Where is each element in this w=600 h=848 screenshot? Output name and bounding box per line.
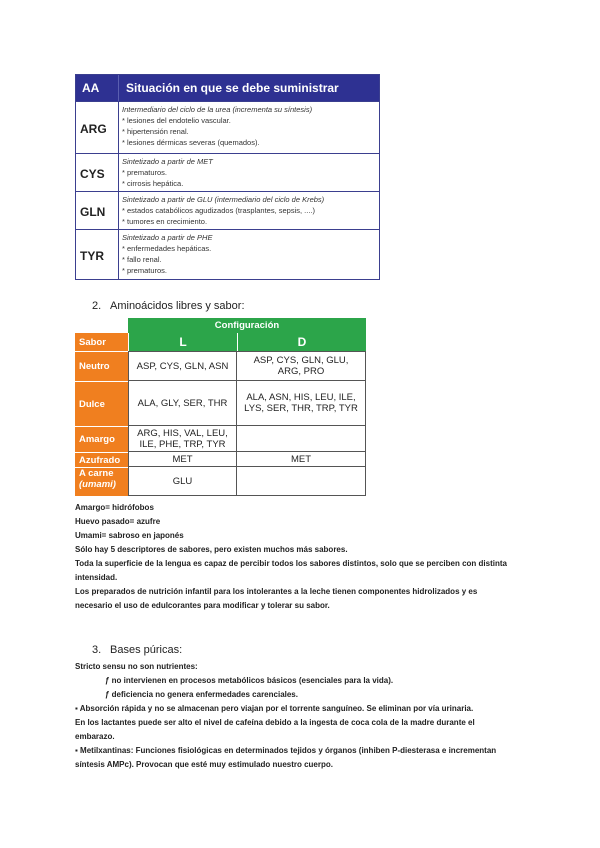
note-line: Los preparados de nutrición infantil para los intolerantes a la leche tienen componentes hidrolizados y es bbox=[75, 587, 478, 596]
table-header bbox=[76, 75, 379, 101]
cell-l: GLU bbox=[128, 466, 237, 496]
note-line: necesario el uso de edulcorantes para modificar y tolerar su sabor. bbox=[75, 601, 330, 610]
row-sabor: Dulce bbox=[75, 381, 128, 426]
row-sabor-sub: (umami) bbox=[79, 479, 116, 490]
note-line: Toda la superficie de la lengua es capaz de percibir todos los sabores distintos, solo que se perciben con distinta bbox=[75, 559, 507, 568]
note-line: Sólo hay 5 descriptores de sabores, pero existen muchos más sabores. bbox=[75, 545, 348, 554]
row-intro: Sintetizado a partir de MET bbox=[122, 157, 213, 166]
col-l-header: L bbox=[128, 333, 237, 351]
section-title: Aminoácidos libres y sabor: bbox=[110, 300, 245, 312]
row-intro: Sintetizado a partir de GLU (intermediario del ciclo de Krebs) bbox=[122, 195, 325, 204]
note-line: Umami= sabroso en japonés bbox=[75, 531, 184, 540]
row-sabor: Amargo bbox=[75, 426, 128, 452]
section-number: 3. bbox=[92, 644, 102, 656]
aa-name: GLN bbox=[80, 205, 106, 219]
text-line: síntesis AMPc). Provocan que esté muy estimulado nuestro cuerpo. bbox=[75, 760, 333, 769]
list-item: * tumores en crecimiento. bbox=[122, 217, 208, 226]
aa-name: TYR bbox=[80, 249, 104, 263]
section-heading bbox=[92, 644, 182, 656]
text-line: embarazo. bbox=[75, 732, 115, 741]
col-d-header: D bbox=[237, 333, 366, 351]
list-item: * prematuros. bbox=[122, 168, 168, 177]
row-sabor-umami bbox=[75, 467, 128, 496]
aa-name: CYS bbox=[80, 167, 105, 181]
cell-l: ASP, CYS, GLN, ASN bbox=[128, 351, 237, 381]
taste-notes bbox=[75, 501, 585, 613]
aa-supplement-table bbox=[75, 74, 380, 280]
row-intro: Intermediario del ciclo de la urea (incrementa su síntesis) bbox=[122, 105, 313, 114]
list-item: * fallo renal. bbox=[122, 255, 162, 264]
section-title: Bases púricas: bbox=[110, 644, 183, 656]
list-item: * enfermedades hepáticas. bbox=[122, 244, 212, 253]
cell-d: ALA, ASN, HIS, LEU, ILE, LYS, SER, THR, TRP, TYR bbox=[236, 380, 366, 426]
row-sabor: Neutro bbox=[75, 351, 128, 381]
list-item: * hipertensión renal. bbox=[122, 127, 189, 136]
text-line: ▪ Metilxantinas: Funciones fisiológicas en determinados tejidos y órganos (inhiben P-diesterasa e incrementan bbox=[75, 746, 497, 755]
list-item: ƒ no intervienen en procesos metabólicos básicos (esenciales para la vida). bbox=[105, 676, 394, 685]
cell-d bbox=[236, 425, 366, 452]
list-item: ƒ deficiencia no genera enfermedades carenciales. bbox=[105, 690, 298, 699]
row-sabor: A carne bbox=[79, 468, 114, 479]
cell-d: ASP, CYS, GLN, GLU, ARG, PRO bbox=[236, 351, 366, 381]
config-header: Configuración bbox=[128, 318, 366, 333]
section-heading bbox=[92, 300, 245, 312]
table-row bbox=[76, 191, 379, 229]
row-sabor: Azufrado bbox=[75, 452, 128, 467]
header-situation: Situación en que se debe suministrar bbox=[126, 81, 339, 95]
list-item: * estados catabólicos agudizados (trasplantes, sepsis, ....) bbox=[122, 206, 316, 215]
row-intro: Sintetizado a partir de PHE bbox=[122, 233, 213, 242]
list-item: * lesiones del endotelio vascular. bbox=[122, 116, 231, 125]
note-line: Amargo= hidrófobos bbox=[75, 503, 154, 512]
header-aa: AA bbox=[82, 81, 100, 95]
table-row bbox=[76, 101, 379, 153]
cell-l: ALA, GLY, SER, THR bbox=[128, 380, 237, 426]
cell-d bbox=[236, 466, 366, 496]
aa-name: ARG bbox=[80, 122, 107, 136]
section-number: 2. bbox=[92, 300, 102, 312]
table-row bbox=[76, 153, 379, 191]
note-line: intensidad. bbox=[75, 573, 118, 582]
text-line: ▪ Absorción rápida y no se almacenan pero viajan por el torrente sanguíneo. Se eliminan por vía urinaria. bbox=[75, 704, 474, 713]
table-row bbox=[76, 229, 379, 280]
cell-l: MET bbox=[128, 451, 237, 467]
list-item: * cirrosis hepática. bbox=[122, 179, 184, 188]
sabor-header: Sabor bbox=[75, 333, 128, 351]
bases-text bbox=[75, 660, 590, 772]
text-line: En los lactantes puede ser alto el nivel de cafeína debido a la ingesta de coca cola de la madre durante el bbox=[75, 718, 475, 727]
cell-l: ARG, HIS, VAL, LEU, ILE, PHE, TRP, TYR bbox=[128, 425, 237, 452]
taste-table bbox=[75, 318, 366, 496]
cell-d: MET bbox=[236, 451, 366, 467]
note-line: Huevo pasado= azufre bbox=[75, 517, 161, 526]
list-item: * prematuros. bbox=[122, 266, 168, 275]
text-line: Stricto sensu no son nutrientes: bbox=[75, 662, 198, 671]
list-item: * lesiones dérmicas severas (quemados). bbox=[122, 138, 260, 147]
